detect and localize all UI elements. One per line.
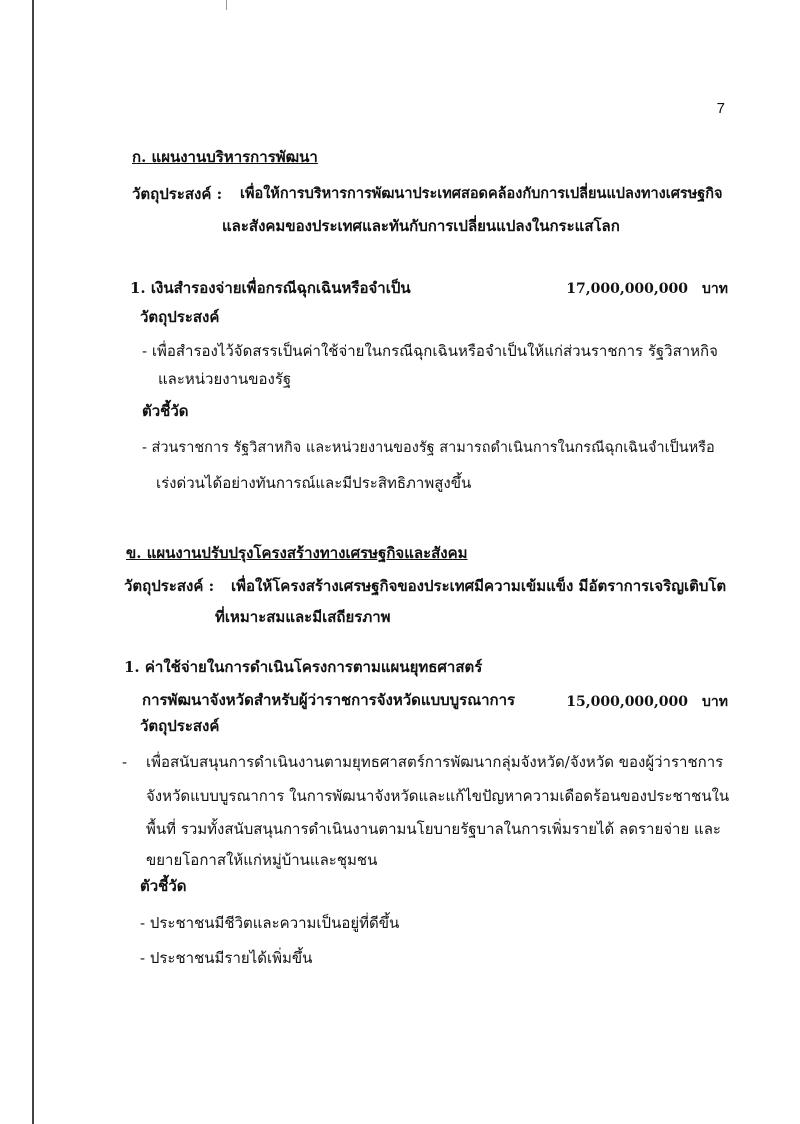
scan-mark — [226, 0, 227, 10]
section-b-item1-objective-line1: เพื่อสนับสนุนการดำเนินงานตามยุทธศาสตร์การพัฒนากลุ่มจังหวัด/จังหวัด ของผู้ว่าราชการ — [146, 753, 724, 771]
section-b-item1-indicator-line1: - ประชาชนมีชีวิตและความเป็นอยู่ที่ดีขึ้น — [140, 914, 400, 932]
section-b-item1-objective-dash: - — [122, 753, 128, 771]
section-b-item1-amount: 15,000,000,000 — [566, 694, 689, 710]
section-a-objective-label: วัตถุประสงค์ : — [132, 185, 223, 203]
section-a-item1-amount: 17,000,000,000 — [566, 281, 689, 297]
scan-binding-edge — [32, 0, 34, 1124]
section-b-item1-title-line2: การพัฒนาจังหวัดสำหรับผู้ว่าราชการจังหวัดแบบบูรณาการ — [142, 691, 516, 709]
section-b-objective-label: วัตถุประสงค์ : — [124, 577, 215, 595]
section-b-item1-title-line1: 1. ค่าใช้จ่ายในการดำเนินโครงการตามแผนยุทธศาสตร์ — [124, 658, 483, 676]
section-b-item1-objective-line4: ขยายโอกาสให้แก่หมู่บ้านและชุมชน — [146, 851, 378, 869]
section-b-title: ข. แผนงานปรับปรุงโครงสร้างทางเศรษฐกิจและสังคม — [126, 544, 468, 562]
section-a-item1-title: 1. เงินสำรองจ่ายเพื่อกรณีฉุกเฉินหรือจำเป็น — [130, 279, 411, 297]
section-b-item1-unit: บาท — [702, 694, 728, 710]
section-a-item1-objective-heading: วัตถุประสงค์ — [140, 308, 220, 326]
section-a-item1-objective-line1: - เพื่อสำรองไว้จัดสรรเป็นค่าใช้จ่ายในกรณีฉุกเฉินหรือจำเป็นให้แก่ส่วนราชการ รัฐวิสาหกิจ — [142, 342, 718, 360]
section-b-objective-line1: เพื่อให้โครงสร้างเศรษฐกิจของประเทศมีความเข้มแข็ง มีอัตราการเจริญเติบโต — [231, 577, 727, 595]
section-b-item1-objective-heading: วัตถุประสงค์ — [140, 717, 220, 735]
section-b-objective-line2: ที่เหมาะสมและมีเสถียรภาพ — [215, 608, 391, 626]
section-a-item1-indicator-heading: ตัวชี้วัด — [142, 402, 189, 420]
section-a-title: ก. แผนงานบริหารการพัฒนา — [132, 148, 318, 166]
section-b-item1-objective-line2: จังหวัดแบบบูรณาการ ในการพัฒนาจังหวัดและแก้ไขปัญหาความเดือดร้อนของประชาชนใน — [146, 787, 730, 805]
page-number: 7 — [716, 100, 725, 117]
section-a-item1-unit: บาท — [702, 281, 728, 297]
section-a-objective-line1: เพื่อให้การบริหารการพัฒนาประเทศสอดคล้องกับการเปลี่ยนแปลงทางเศรษฐกิจ — [240, 185, 723, 202]
section-b-item1-indicator-heading: ตัวชี้วัด — [140, 877, 187, 895]
section-b-item1-indicator-line2: - ประชาชนมีรายได้เพิ่มขึ้น — [140, 949, 313, 967]
section-a-item1-indicator-line2: เร่งด่วนได้อย่างทันการณ์และมีประสิทธิภาพสูงขึ้น — [156, 474, 472, 492]
section-a-item1-indicator-line1: - ส่วนราชการ รัฐวิสาหกิจ และหน่วยงานของรัฐ สามารถดำเนินการในกรณีฉุกเฉินจำเป็นหรือ — [142, 440, 715, 456]
section-b-item1-amount-row — [566, 692, 728, 712]
section-b-item1-objective-line3: พื้นที่ รวมทั้งสนับสนุนการดำเนินงานตามนโยบายรัฐบาลในการเพิ่มรายได้ ลดรายจ่าย และ — [146, 820, 721, 838]
section-a-item1-objective-line2: และหน่วยงานของรัฐ — [158, 370, 292, 388]
section-a-objective-line2: และสังคมของประเทศและทันกับการเปลี่ยนแปลงในกระแสโลก — [222, 217, 620, 235]
section-a-item1-amount-row — [566, 279, 728, 299]
